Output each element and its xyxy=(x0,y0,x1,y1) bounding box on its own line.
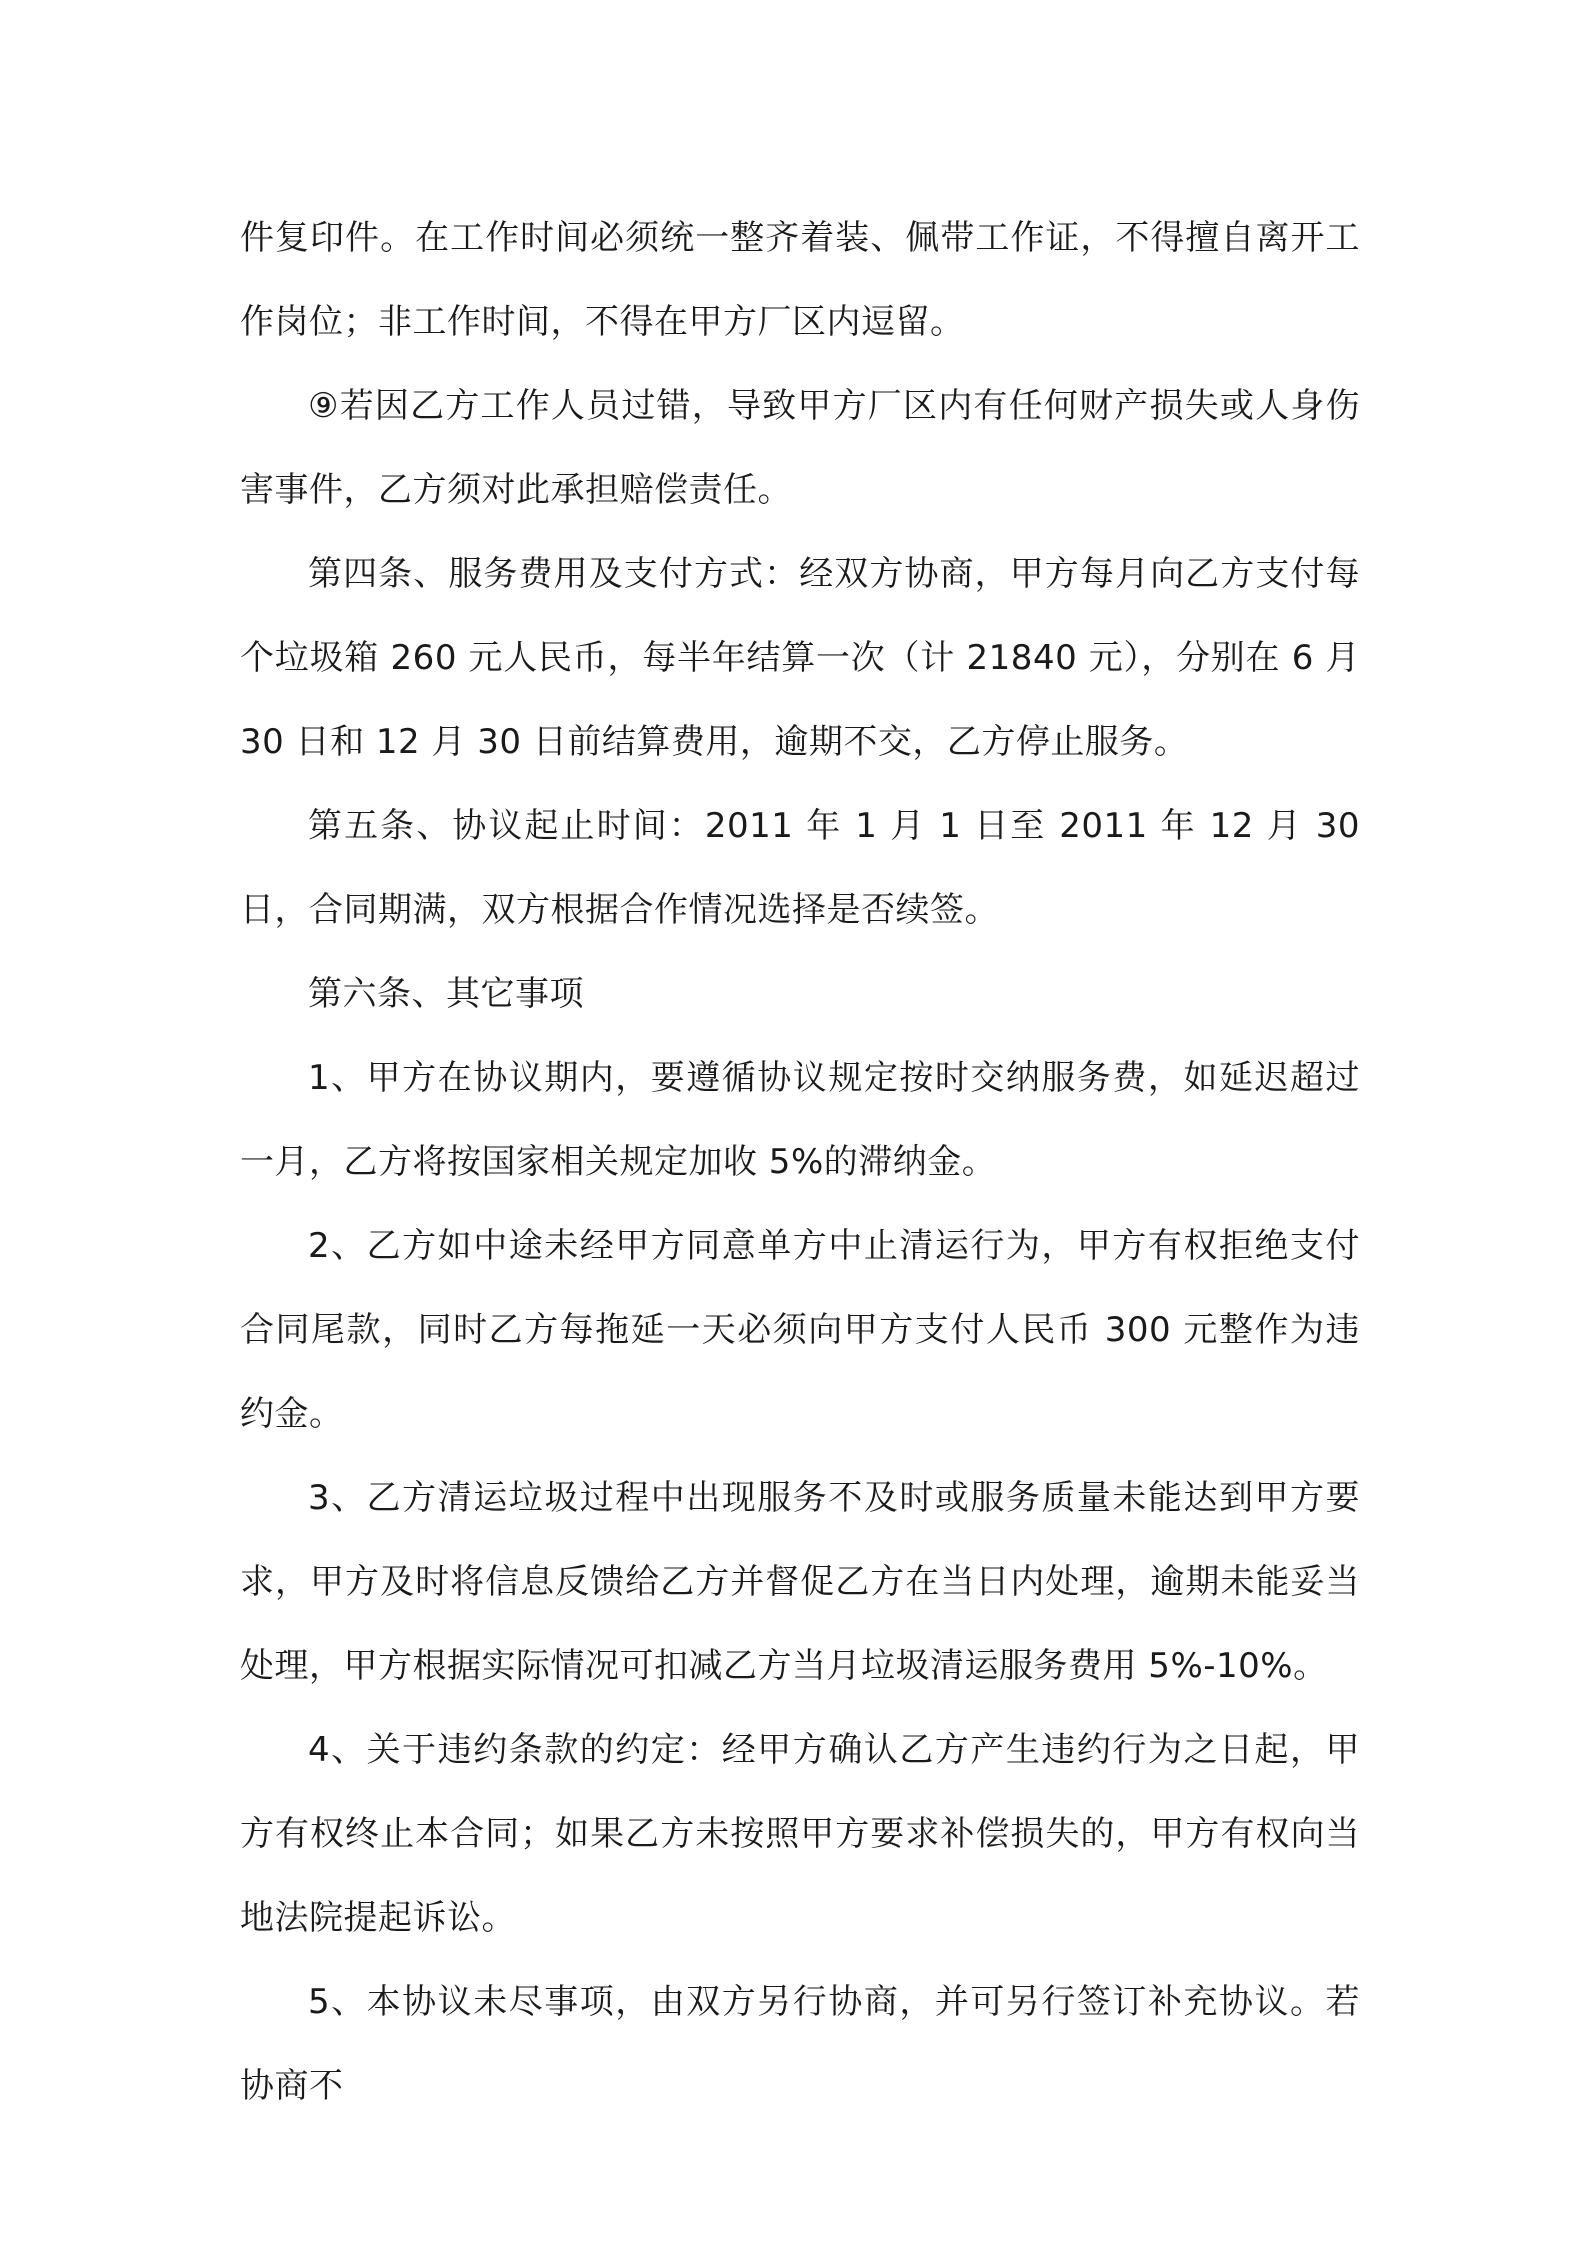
paragraph-clause-9: ⑨若因乙方工作人员过错，导致甲方厂区内有任何财产损失或人身伤害事件，乙方须对此承担赔偿责任。 xyxy=(240,386,1360,510)
paragraph-item-2: 2、乙方如中途未经甲方同意单方中止清运行为，甲方有权拒绝支付合同尾款，同时乙方每拖延一天必须向甲方支付人民币 300 元整作为违约金。 xyxy=(240,1226,1360,1434)
paragraph-continuation: 件复印件。在工作时间必须统一整齐着装、佩带工作证，不得擅自离开工作岗位；非工作时间，不得在甲方厂区内逗留。 xyxy=(240,218,1360,342)
paragraph-article-6-heading: 第六条、其它事项 xyxy=(308,974,584,1014)
paragraph-item-5: 5、本协议未尽事项，由双方另行协商，并可另行签订补充协议。若协商不 xyxy=(240,1982,1360,2106)
paragraph-item-4: 4、关于违约条款的约定：经甲方确认乙方产生违约行为之日起，甲方有权终止本合同；如果乙方未按照甲方要求补偿损失的，甲方有权向当地法院提起诉讼。 xyxy=(240,1730,1360,1938)
paragraph-article-4: 第四条、服务费用及支付方式：经双方协商，甲方每月向乙方支付每个垃圾箱 260 元人民币，每半年结算一次（计 21840 元），分别在 6 月 30 日和 12 月 30 日前结算费用，逾期不交，乙方停止服务。 xyxy=(240,554,1360,762)
document-body xyxy=(240,196,1360,2128)
paragraph-item-1: 1、甲方在协议期内，要遵循协议规定按时交纳服务费，如延迟超过一月，乙方将按国家相关规定加收 5%的滞纳金。 xyxy=(240,1058,1360,1182)
paragraph-article-5: 第五条、协议起止时间：2011 年 1 月 1 日至 2011 年 12 月 30 日，合同期满，双方根据合作情况选择是否续签。 xyxy=(240,806,1360,930)
paragraph-item-3: 3、乙方清运垃圾过程中出现服务不及时或服务质量未能达到甲方要求，甲方及时将信息反馈给乙方并督促乙方在当日内处理，逾期未能妥当处理，甲方根据实际情况可扣减乙方当月垃圾清运服务费用 5%-10%。 xyxy=(240,1478,1360,1686)
